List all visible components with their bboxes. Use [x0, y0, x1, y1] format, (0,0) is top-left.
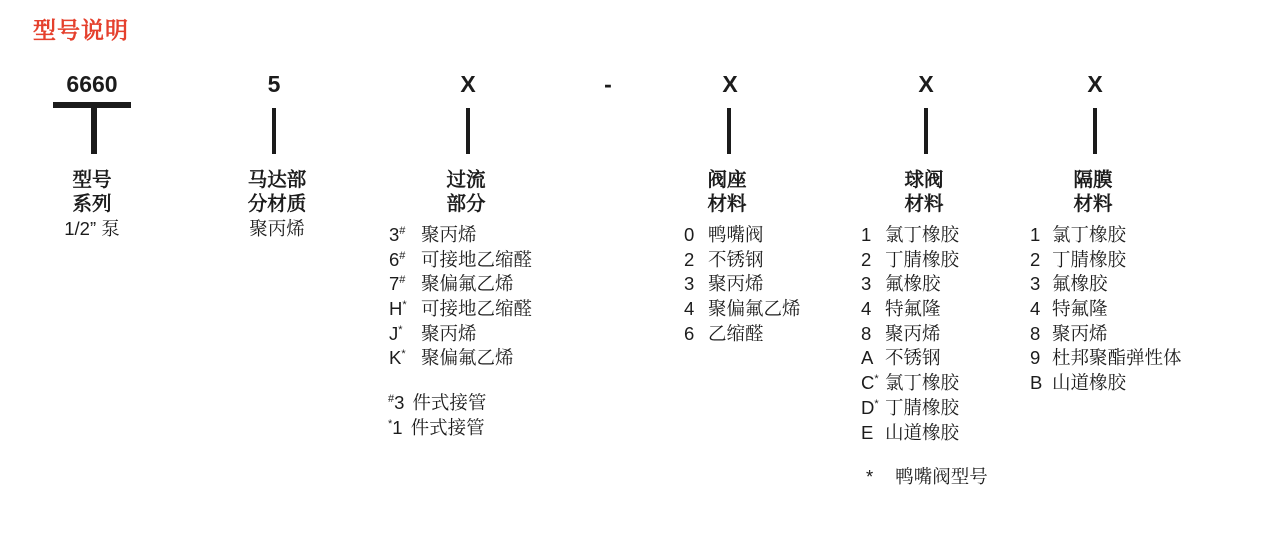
- list-item: [684, 223, 801, 248]
- list-item: [1030, 248, 1182, 273]
- list-item: [684, 272, 801, 297]
- item-code: 6: [684, 322, 695, 344]
- list-item: [1030, 272, 1182, 297]
- label-line: 部分: [446, 193, 486, 215]
- item-text: 丁腈橡胶: [885, 396, 960, 418]
- list-item: [861, 421, 959, 446]
- item-text: 山道橡胶: [1052, 372, 1127, 394]
- label-line: 隔膜: [1073, 169, 1113, 191]
- connector-line: [91, 102, 97, 154]
- item-code: 3#: [389, 224, 406, 245]
- list-item: [861, 297, 959, 322]
- model-code-diaphragm: X: [1087, 71, 1103, 97]
- column-label-wetted: [446, 168, 485, 216]
- item-text: 聚偏氟乙烯: [421, 273, 514, 295]
- model-code-series: 6660: [66, 71, 118, 97]
- item-code: E: [861, 421, 874, 443]
- item-text: 特氟隆: [885, 298, 941, 320]
- column-label-diaphragm: [1073, 168, 1112, 216]
- list-item: [1030, 322, 1182, 347]
- list-item: [861, 396, 959, 421]
- list-item: [389, 322, 532, 347]
- item-code: H*: [389, 298, 407, 320]
- list-item: [389, 223, 532, 248]
- item-code: D*: [861, 396, 879, 418]
- list-item: [861, 322, 959, 347]
- model-code-wetted: X: [460, 71, 476, 97]
- footnote-connection-3pc: [388, 389, 486, 415]
- list-item: [1030, 346, 1182, 371]
- item-text: 聚丙烯: [421, 322, 477, 344]
- label-line: 过流: [446, 169, 486, 191]
- ball-valve-list: [861, 223, 959, 445]
- list-item: [1030, 223, 1182, 248]
- item-code: A: [861, 347, 874, 369]
- item-text: 鸭嘴阀: [708, 224, 764, 245]
- footnote-mark: *: [388, 417, 393, 430]
- item-text: 可接地乙缩醛: [421, 298, 533, 320]
- item-code: 7#: [389, 273, 406, 295]
- item-text: 氯丁橡胶: [885, 372, 960, 394]
- item-code: C*: [861, 372, 879, 394]
- item-code: 8: [1030, 322, 1041, 344]
- item-code: 3: [861, 273, 872, 295]
- item-code: 2: [684, 248, 695, 270]
- item-code: 2: [861, 248, 872, 270]
- item-code: 0: [684, 224, 695, 245]
- item-text: 丁腈橡胶: [1052, 248, 1127, 270]
- list-item: [1030, 371, 1182, 396]
- list-item: [861, 223, 959, 248]
- label-line: 马达部: [247, 169, 307, 191]
- item-code: 3: [1030, 273, 1041, 295]
- column-label-seat: [707, 168, 746, 216]
- list-item: [684, 322, 801, 347]
- item-text: 聚丙烯: [885, 322, 941, 344]
- connector-line: [1093, 108, 1097, 154]
- list-item: [389, 297, 532, 322]
- item-text: 杜邦聚酯弹性体: [1052, 347, 1182, 369]
- item-text: 不锈钢: [885, 347, 941, 369]
- label-line: 阀座: [707, 169, 747, 191]
- item-text: 聚丙烯: [421, 224, 477, 245]
- item-code: 6#: [389, 248, 406, 270]
- connector-line: [272, 108, 276, 154]
- list-item: [861, 346, 959, 371]
- connector-line: [466, 108, 470, 154]
- label-line: 材料: [707, 193, 747, 215]
- model-code-seat: X: [722, 71, 738, 97]
- footnote-text: 鸭嘴阀型号: [895, 466, 988, 487]
- item-text: 聚丙烯: [708, 273, 764, 295]
- footnote-code: 3: [394, 392, 405, 413]
- item-code: 8: [861, 322, 872, 344]
- model-code-separator: -: [604, 71, 612, 97]
- footnote-mark: #: [388, 392, 395, 405]
- list-item: [1030, 297, 1182, 322]
- item-code: 4: [1030, 298, 1041, 320]
- footnote-code: 1: [392, 417, 403, 438]
- column-label-ball: [904, 168, 943, 216]
- label-note: 1/2” 泵: [64, 218, 120, 239]
- valve-seat-list: [684, 223, 801, 346]
- wetted-parts-list: [389, 223, 532, 371]
- footnote-text: 件式接管: [410, 417, 485, 438]
- item-code: 4: [684, 298, 695, 320]
- list-item: [861, 371, 959, 396]
- label-line: 材料: [1073, 193, 1113, 215]
- list-item: [861, 248, 959, 273]
- item-code: 1: [861, 224, 872, 245]
- label-line: 型号: [72, 169, 112, 191]
- column-label-motor: [248, 168, 307, 241]
- model-code-motor: 5: [267, 71, 281, 97]
- label-note: 聚丙烯: [249, 218, 305, 239]
- item-text: 乙缩醛: [708, 322, 764, 344]
- item-text: 氯丁橡胶: [1052, 224, 1127, 245]
- item-text: 聚偏氟乙烯: [421, 347, 514, 369]
- item-code: 9: [1030, 347, 1041, 369]
- list-item: [684, 248, 801, 273]
- footnote-duckbill: [866, 463, 988, 489]
- item-code: B: [1030, 372, 1043, 394]
- label-line: 材料: [904, 193, 944, 215]
- list-item: [684, 297, 801, 322]
- column-label-series: [64, 168, 120, 241]
- connector-line: [727, 108, 731, 154]
- item-text: 山道橡胶: [885, 421, 960, 443]
- label-line: 球阀: [904, 169, 944, 191]
- label-line: 分材质: [247, 193, 307, 215]
- page-title: 型号说明: [33, 17, 129, 43]
- diaphragm-list: [1030, 223, 1182, 396]
- model-code-ball: X: [918, 71, 934, 97]
- item-text: 不锈钢: [708, 248, 764, 270]
- label-line: 系列: [72, 193, 112, 215]
- item-text: 特氟隆: [1052, 298, 1108, 320]
- item-text: 聚偏氟乙烯: [708, 298, 801, 320]
- item-text: 氟橡胶: [1052, 273, 1108, 295]
- list-item: [861, 272, 959, 297]
- item-code: K*: [389, 347, 406, 369]
- footnote-connection-1pc: [388, 414, 485, 440]
- list-item: [389, 346, 532, 371]
- item-text: 可接地乙缩醛: [421, 248, 533, 270]
- item-code: 2: [1030, 248, 1041, 270]
- list-item: [389, 248, 532, 273]
- item-code: J*: [389, 322, 403, 344]
- item-code: 3: [684, 273, 695, 295]
- connector-line: [924, 108, 928, 154]
- item-code: 4: [861, 298, 872, 320]
- item-text: 氟橡胶: [885, 273, 941, 295]
- footnote-text: 件式接管: [412, 392, 487, 413]
- item-text: 聚丙烯: [1052, 322, 1108, 344]
- item-text: 丁腈橡胶: [885, 248, 960, 270]
- item-code: 1: [1030, 224, 1041, 245]
- list-item: [389, 272, 532, 297]
- item-text: 氯丁橡胶: [885, 224, 960, 245]
- footnote-mark: *: [866, 466, 874, 487]
